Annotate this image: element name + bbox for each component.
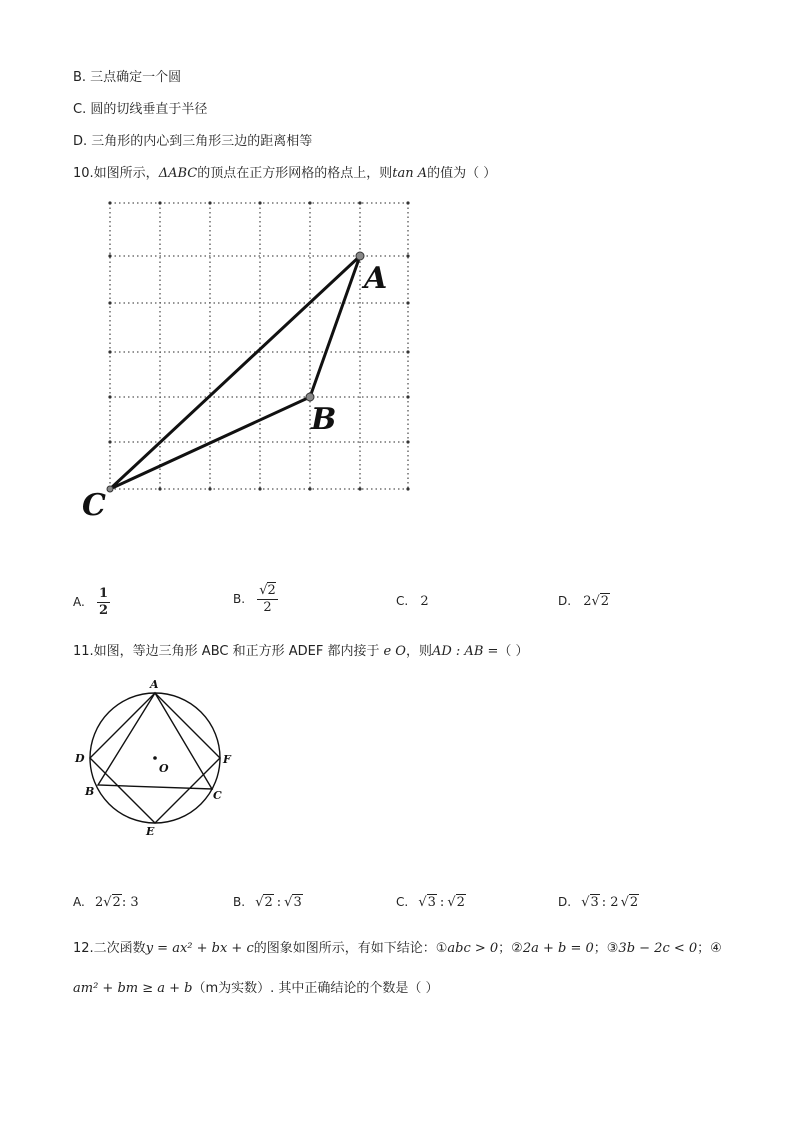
label-o: O bbox=[159, 762, 169, 775]
q11-option-d-sqrt2: √2 bbox=[620, 895, 639, 910]
q9-option-c: C. 圆的切线垂直于半径 bbox=[73, 102, 208, 117]
q12-conclusion-3: 3b − 2c < 0 bbox=[618, 941, 698, 956]
label-b: B bbox=[311, 402, 337, 437]
q10-triangle: ΔABC bbox=[158, 166, 198, 181]
label-f: F bbox=[223, 753, 231, 766]
q11-ratio: AD : AB = bbox=[431, 644, 499, 659]
label-b: B bbox=[85, 785, 95, 798]
q12-sep-3: ；④ bbox=[697, 941, 722, 956]
q11-option-a-rest: : 3 bbox=[121, 895, 139, 910]
q10-option-d-coef: 2 bbox=[583, 594, 592, 609]
q12-sep-2: ；③ bbox=[593, 941, 619, 956]
q11-option-b-sqrt2: √3 bbox=[284, 895, 302, 910]
q11-option-c-letter: C. bbox=[396, 895, 409, 909]
q11-option-d-letter: D. bbox=[558, 895, 572, 909]
frac-den: 2 bbox=[263, 600, 272, 615]
radicand: 2 bbox=[112, 895, 121, 910]
q11-option-c bbox=[396, 895, 466, 910]
frac-num: 1 bbox=[98, 586, 108, 601]
radicand: 3 bbox=[590, 895, 599, 910]
frac-den: 2 bbox=[98, 603, 108, 618]
q9-option-d: D. 三角形的内心到三角形三边的距离相等 bbox=[73, 134, 313, 149]
label-c: C bbox=[213, 789, 222, 802]
q10-prefix: 10.如图所示， bbox=[73, 166, 159, 181]
q12-prefix: 12.二次函数 bbox=[73, 941, 146, 956]
q11-option-b-sqrt1: √2 bbox=[255, 895, 273, 910]
radicand: 2 bbox=[264, 895, 273, 910]
q11-option-d bbox=[558, 895, 639, 910]
label-a: A bbox=[364, 261, 388, 296]
q12-function: y = ax² + bx + c bbox=[145, 941, 254, 956]
q11-option-c-sqrt2: √2 bbox=[447, 895, 465, 910]
q11-option-d-colon: : 2 bbox=[601, 895, 619, 910]
q11-circle: e O bbox=[383, 644, 406, 659]
q10-option-c-letter: C. bbox=[396, 594, 409, 608]
q11-option-c-sqrt1: √3 bbox=[418, 895, 436, 910]
radicand: 2 bbox=[600, 594, 610, 609]
q10-middle: 的顶点在正方形网格的格点上，则 bbox=[197, 166, 393, 181]
label-e: E bbox=[146, 825, 155, 838]
q11-option-a-letter: A. bbox=[73, 895, 85, 909]
q11-option-a bbox=[73, 895, 139, 910]
label-d: D bbox=[75, 752, 85, 765]
center-dot bbox=[153, 756, 157, 760]
radicand: 2 bbox=[456, 895, 465, 910]
q11-option-c-colon: : bbox=[439, 895, 445, 910]
q11-option-b-letter: B. bbox=[233, 895, 246, 909]
q11-option-b-colon: : bbox=[276, 895, 282, 910]
q10-suffix: 的值为（ ） bbox=[427, 166, 497, 181]
q10-option-a-letter: A. bbox=[73, 595, 85, 609]
q10-option-b-letter: B. bbox=[233, 592, 246, 606]
q11-middle: ，则 bbox=[405, 644, 432, 659]
label-c: C bbox=[82, 488, 106, 523]
q12-stem-line2 bbox=[73, 977, 439, 996]
radicand: 2 bbox=[267, 583, 276, 598]
q11-option-b bbox=[233, 895, 303, 910]
q12-conclusion-2: 2a + b = 0 bbox=[522, 941, 594, 956]
q11-option-d-sqrt1: √3 bbox=[581, 895, 599, 910]
q12-conclusion-4: am² + bm ≥ a + b bbox=[73, 981, 193, 996]
q11-suffix: （ ） bbox=[498, 644, 529, 659]
q12-stem-line1 bbox=[73, 937, 722, 956]
q11-prefix: 11.如图，等边三角形 ABC 和正方形 ADEF 都内接于 bbox=[73, 644, 380, 659]
q10-option-d-sqrt: √2 bbox=[591, 594, 610, 609]
q10-tan: tan A bbox=[392, 166, 428, 181]
frac-num: √2 bbox=[259, 583, 276, 598]
q9-option-b: B. 三点确定一个圆 bbox=[73, 70, 182, 85]
q12-conclusion-1: abc > 0 bbox=[447, 941, 499, 956]
radicand: 2 bbox=[629, 895, 639, 910]
radicand: 3 bbox=[427, 895, 436, 910]
label-a: A bbox=[150, 678, 159, 691]
q10-option-c-value: 2 bbox=[420, 594, 429, 609]
q12-suffix: （m为实数）. 其中正确结论的个数是（ ） bbox=[192, 981, 439, 996]
q11-option-a-sqrt: √2 bbox=[103, 895, 121, 910]
radicand: 3 bbox=[293, 895, 302, 910]
q10-option-d-letter: D. bbox=[558, 594, 572, 608]
q11-option-a-coef: 2 bbox=[94, 895, 104, 910]
q12-middle: 的图象如图所示，有如下结论：① bbox=[253, 941, 448, 956]
q12-sep-1: ；② bbox=[498, 941, 523, 956]
